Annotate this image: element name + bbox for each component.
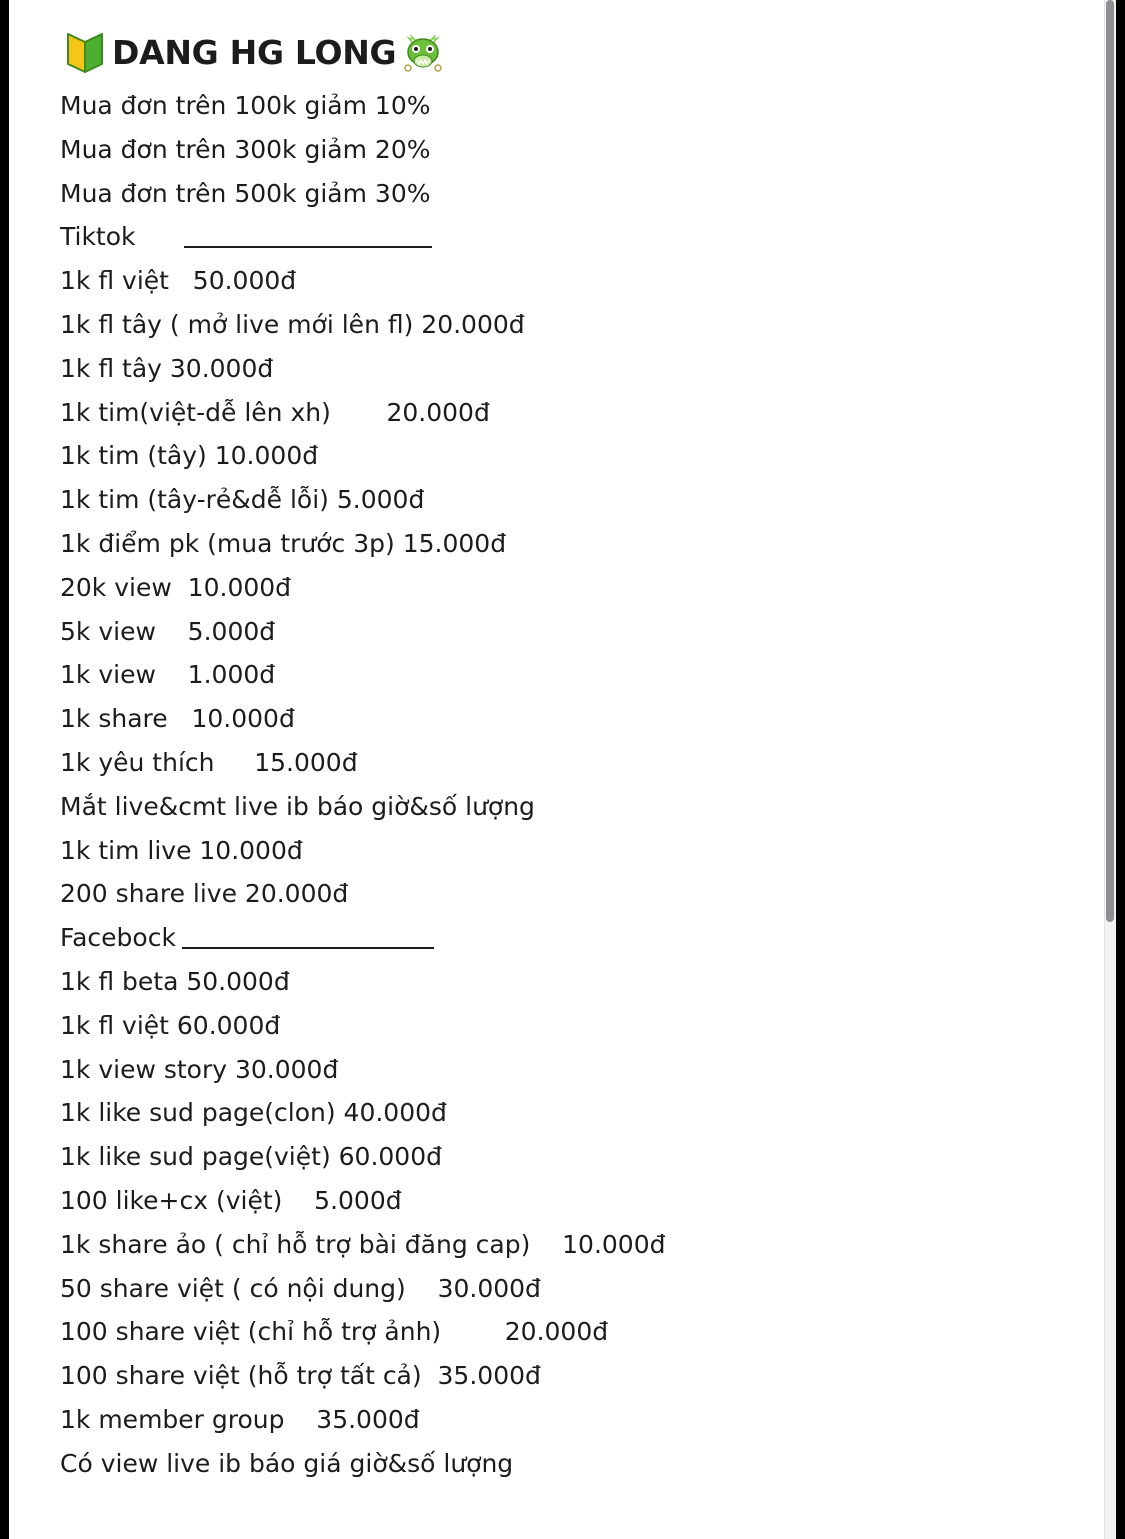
section-heading-tiktok xyxy=(60,215,665,259)
note-line: 1k fl tây ( mở live mới lên fl) 20.000đ xyxy=(60,309,525,339)
note-line: Có view live ib báo giá giờ&số lượng xyxy=(60,1448,514,1478)
note-title: DANG HG LONG xyxy=(112,32,397,72)
note-line: 1k fl beta 50.000đ xyxy=(60,966,290,996)
section-heading-label: Facebock xyxy=(60,923,176,953)
note-line: 1k fl việt 50.000đ xyxy=(60,266,297,296)
note-line: 200 share live 20.000đ xyxy=(60,879,349,909)
note-body[interactable] xyxy=(60,84,665,1486)
note-line: 100 share việt (hỗ trợ tất cả) 35.000đ xyxy=(60,1361,541,1391)
note-line: 1k share 10.000đ xyxy=(60,704,295,734)
note-line: Mua đơn trên 100k giảm 10% xyxy=(60,91,431,120)
note-line: 1k view story 30.000đ xyxy=(60,1054,339,1084)
note-line: Mua đơn trên 500k giảm 30% xyxy=(60,178,431,208)
beginner-shield-icon xyxy=(64,30,106,74)
note-line: 1k like sud page(clon) 40.000đ xyxy=(60,1098,447,1128)
note-line: 1k member group 35.000đ xyxy=(60,1404,420,1434)
note-line: 100 like+cx (việt) 5.000đ xyxy=(60,1185,402,1215)
note-line: 1k tim(việt-dễ lên xh) 20.000đ xyxy=(60,397,490,427)
section-heading-facebook xyxy=(60,916,665,960)
scrollbar-thumb[interactable] xyxy=(1106,0,1114,922)
note-line: 1k share ảo ( chỉ hỗ trợ bài đăng cap) 10.000đ xyxy=(60,1229,666,1259)
note-line: 5k view 5.000đ xyxy=(60,616,276,646)
note-line: 1k yêu thích 15.000đ xyxy=(60,747,358,777)
dragon-face-icon xyxy=(400,30,442,74)
section-heading-label: Tiktok xyxy=(60,222,136,252)
section-underline xyxy=(182,946,434,949)
note-title-row xyxy=(64,26,442,78)
note-line: 100 share việt (chỉ hỗ trợ ảnh) 20.000đ xyxy=(60,1317,609,1347)
note-line: 1k view 1.000đ xyxy=(60,660,276,690)
window-left-edge xyxy=(0,0,9,1539)
note-line: 1k tim live 10.000đ xyxy=(60,835,303,865)
note-line: Mắt live&cmt live ib báo giờ&số lượng xyxy=(60,791,535,821)
note-line: 1k fl việt 60.000đ xyxy=(60,1010,281,1040)
note-line: 1k like sud page(việt) 60.000đ xyxy=(60,1142,442,1172)
note-line: 20k view 10.000đ xyxy=(60,572,292,602)
note-line: 1k điểm pk (mua trước 3p) 15.000đ xyxy=(60,528,507,558)
note-line: 1k tim (tây) 10.000đ xyxy=(60,441,319,471)
section-underline xyxy=(184,245,432,248)
note-line: 1k fl tây 30.000đ xyxy=(60,353,274,383)
note-line: Mua đơn trên 300k giảm 20% xyxy=(60,134,431,164)
note-line: 50 share việt ( có nội dung) 30.000đ xyxy=(60,1273,541,1303)
window-right-edge xyxy=(1116,0,1125,1539)
note-line: 1k tim (tây-rẻ&dễ lỗi) 5.000đ xyxy=(60,485,425,515)
